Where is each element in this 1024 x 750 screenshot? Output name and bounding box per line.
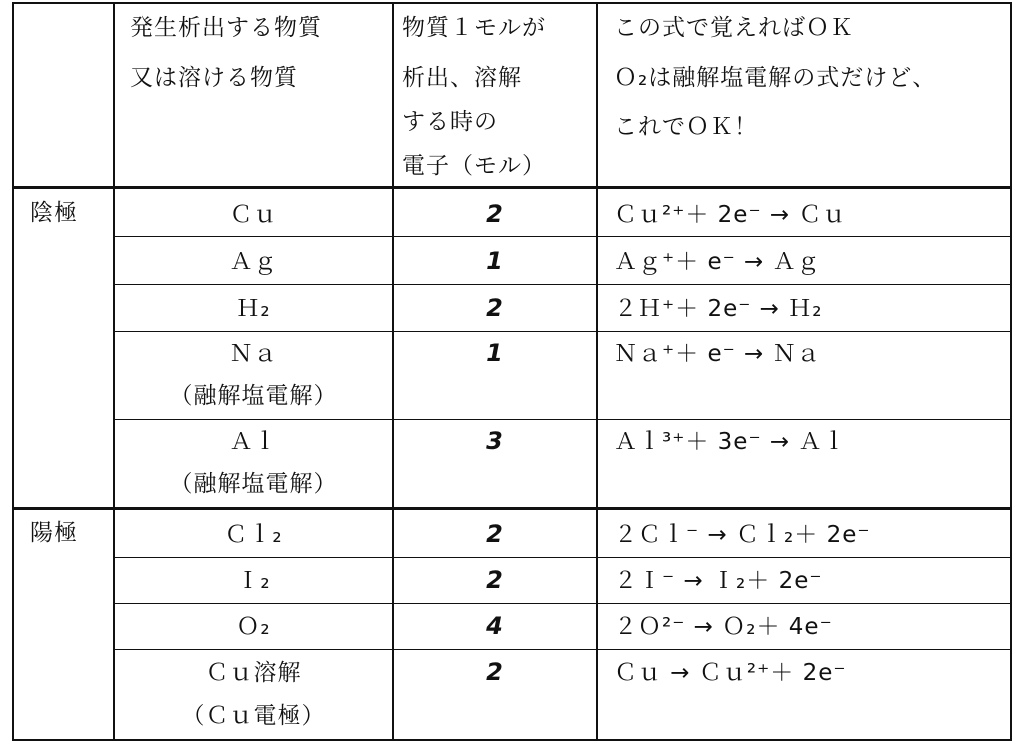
electrons-cell: 2 bbox=[486, 200, 504, 228]
formula-cell: Ａｇ⁺＋ e⁻ → Ａｇ bbox=[614, 249, 821, 275]
electrons-cell: 1 bbox=[486, 247, 504, 275]
substance-cell: Ａｌ bbox=[229, 429, 278, 455]
substance-cell: Ｈ₂ bbox=[236, 296, 271, 322]
electrons-cell: 2 bbox=[486, 520, 504, 548]
substance-note: （Ｃｕ電極） bbox=[181, 703, 326, 729]
electrons-cell: 3 bbox=[486, 427, 504, 455]
row-divider bbox=[113, 284, 1012, 285]
header-substance-line2: 又は溶ける物質 bbox=[130, 65, 298, 91]
substance-cell: Ｉ₂ bbox=[236, 568, 271, 594]
table-border-top bbox=[12, 2, 1012, 4]
substance-cell: Ｃｕ溶解 bbox=[205, 660, 302, 686]
row-divider bbox=[113, 236, 1012, 237]
anode-label: 陽極 bbox=[30, 520, 78, 546]
header-electrons-line2: 析出、溶解 bbox=[402, 65, 522, 91]
header-electrons-line4: 電子（モル） bbox=[402, 153, 546, 179]
table-border-left bbox=[12, 2, 14, 741]
formula-cell: ２Ｉ⁻ → Ｉ₂＋ 2e⁻ bbox=[614, 568, 823, 594]
substance-cell: Ｃｌ₂ bbox=[224, 522, 283, 548]
table-border-right bbox=[1010, 2, 1012, 741]
header-formula-line2: Ｏ₂は融解塩電解の式だけど、 bbox=[614, 65, 937, 91]
formula-cell: Ｎａ⁺＋ e⁻ → Ｎａ bbox=[614, 341, 821, 367]
formula-cell: Ａｌ³⁺＋ 3e⁻ → Ａｌ bbox=[614, 429, 847, 455]
row-divider bbox=[113, 649, 1012, 650]
electrons-cell: 2 bbox=[486, 658, 504, 686]
formula-cell: ２Ｈ⁺＋ 2e⁻ → Ｈ₂ bbox=[614, 296, 823, 322]
substance-cell: Ｏ₂ bbox=[236, 614, 271, 640]
table-border-bottom bbox=[12, 739, 1012, 741]
substance-cell: Ａｇ bbox=[229, 249, 278, 275]
electrons-cell: 4 bbox=[486, 612, 504, 640]
substance-cell: Ｃｕ bbox=[229, 202, 278, 228]
electrons-cell: 2 bbox=[486, 294, 504, 322]
formula-cell: ２Ｏ²⁻ → Ｏ₂＋ 4e⁻ bbox=[614, 614, 833, 640]
header-formula-line1: この式で覚えればＯＫ bbox=[614, 15, 854, 41]
formula-cell: Ｃｕ → Ｃｕ²⁺＋ 2e⁻ bbox=[614, 660, 847, 686]
header-substance-line1: 発生析出する物質 bbox=[130, 15, 322, 41]
header-formula-line3: これでＯＫ！ bbox=[614, 114, 758, 140]
row-divider bbox=[113, 557, 1012, 558]
column-divider bbox=[596, 2, 598, 741]
cathode-label: 陰極 bbox=[30, 200, 78, 226]
electrons-cell: 1 bbox=[486, 339, 504, 367]
electrons-cell: 2 bbox=[486, 566, 504, 594]
row-divider bbox=[113, 603, 1012, 604]
formula-cell: Ｃｕ²⁺＋ 2e⁻ → Ｃｕ bbox=[614, 202, 847, 228]
substance-note: （融解塩電解） bbox=[169, 383, 338, 409]
formula-cell: ２Ｃｌ⁻ → Ｃｌ₂＋ 2e⁻ bbox=[614, 522, 871, 548]
row-divider bbox=[113, 419, 1012, 420]
row-divider bbox=[113, 331, 1012, 332]
header-electrons-line1: 物質１モルが bbox=[402, 15, 546, 41]
substance-cell: Ｎａ bbox=[229, 341, 278, 367]
header-divider bbox=[12, 186, 1012, 189]
header-electrons-line3: する時の bbox=[402, 109, 498, 135]
section-divider bbox=[12, 507, 1012, 510]
substance-note: （融解塩電解） bbox=[169, 471, 338, 497]
